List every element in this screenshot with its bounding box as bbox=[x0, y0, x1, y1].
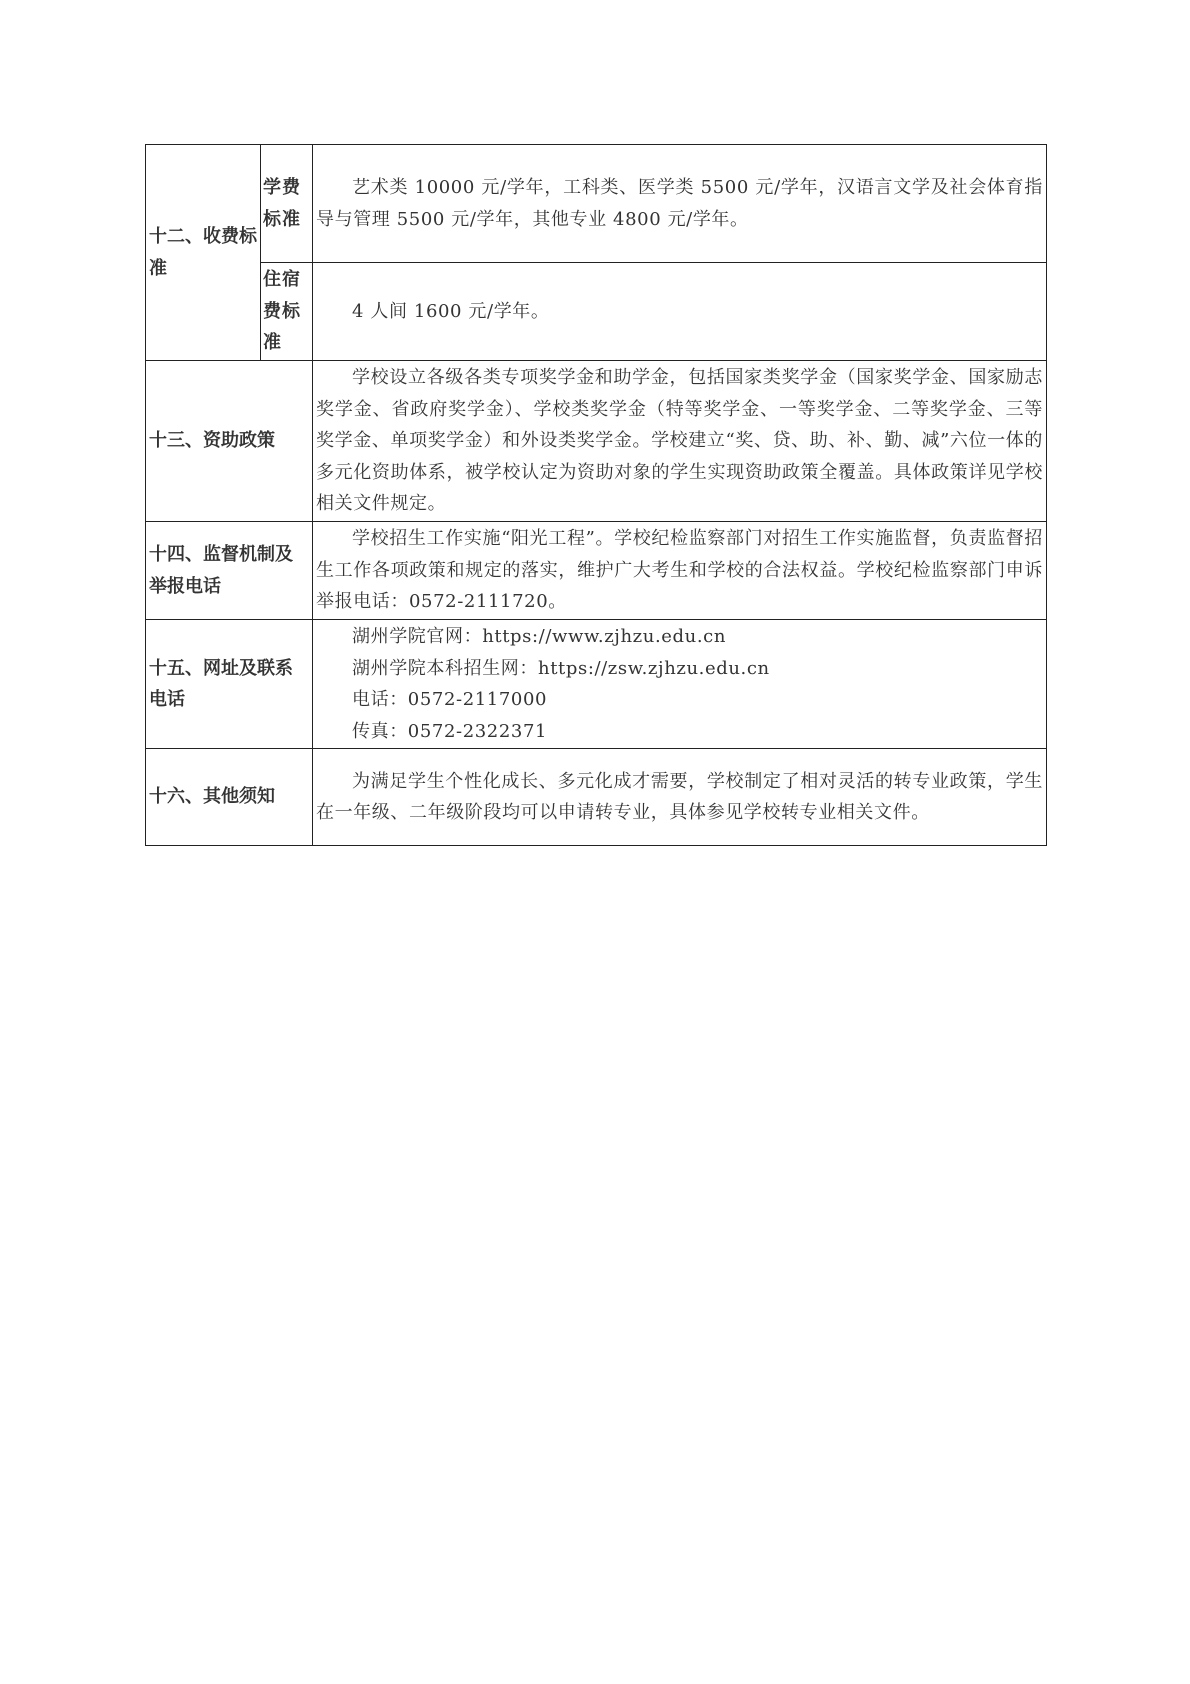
admission-website-line[interactable]: 湖州学院本科招生网：https://zsw.zjhzu.edu.cn bbox=[352, 657, 770, 679]
other-notes-content bbox=[313, 749, 1047, 846]
financial-aid-text: 学校设立各级各类专项奖学金和助学金，包括国家类奖学金（国家奖学金、国家励志奖学金、省政府奖学金）、学校类奖学金（特等奖学金、一等奖学金、二等奖学金、三等奖学金、单项奖学金）和外设类奖学金。学校建立“奖、贷、助、补、勤、减”六位一体的多元化资助体系，被学校认定为资助对象的学生实现资助政策全覆盖。具体政策详见学校相关文件规定。 bbox=[316, 367, 1043, 515]
sub-heading-tuition: 学费标准 bbox=[261, 145, 313, 263]
other-notes-text: 为满足学生个性化成长、多元化成才需要，学校制定了相对灵活的转专业政策，学生在一年级、二年级阶段均可以申请转专业，具体参见学校转专业相关文件。 bbox=[316, 770, 1043, 823]
table-row-supervision bbox=[146, 522, 1047, 620]
phone-line: 电话：0572-2117000 bbox=[352, 689, 548, 710]
financial-aid-content bbox=[313, 361, 1047, 522]
row-heading-financial-aid: 十三、资助政策 bbox=[146, 361, 313, 522]
row-heading-fees: 十二、收费标准 bbox=[146, 145, 261, 361]
contact-content bbox=[313, 620, 1047, 749]
table-row-fees-tuition bbox=[146, 145, 1047, 263]
supervision-content bbox=[313, 522, 1047, 620]
fax-line: 传真：0572-2322371 bbox=[352, 720, 548, 742]
table-row-financial-aid bbox=[146, 361, 1047, 522]
table-row-other-notes bbox=[146, 749, 1047, 846]
admission-info-table bbox=[145, 144, 1047, 846]
table-row-contact bbox=[146, 620, 1047, 749]
tuition-content bbox=[313, 145, 1047, 263]
supervision-text: 学校招生工作实施“阳光工程”。学校纪检监察部门对招生工作实施监督，负责监督招生工作各项政策和规定的落实，维护广大考生和学校的合法权益。学校纪检监察部门申诉举报电话：0572-2111720。 bbox=[316, 528, 1043, 613]
dorm-text: 4 人间 1600 元/学年。 bbox=[352, 300, 550, 322]
sub-heading-dorm: 住宿费标准 bbox=[261, 263, 313, 361]
official-website-line[interactable]: 湖州学院官网：https://www.zjhzu.edu.cn bbox=[352, 626, 727, 647]
dorm-content bbox=[313, 263, 1047, 361]
tuition-text: 艺术类 10000 元/学年，工科类、医学类 5500 元/学年，汉语言文学及社会体育指导与管理 5500 元/学年，其他专业 4800 元/学年。 bbox=[316, 177, 1043, 230]
row-heading-supervision: 十四、监督机制及举报电话 bbox=[146, 522, 313, 620]
table-row-fees-dorm bbox=[146, 263, 1047, 361]
row-heading-contact: 十五、网址及联系电话 bbox=[146, 620, 313, 749]
row-heading-other-notes: 十六、其他须知 bbox=[146, 749, 313, 846]
